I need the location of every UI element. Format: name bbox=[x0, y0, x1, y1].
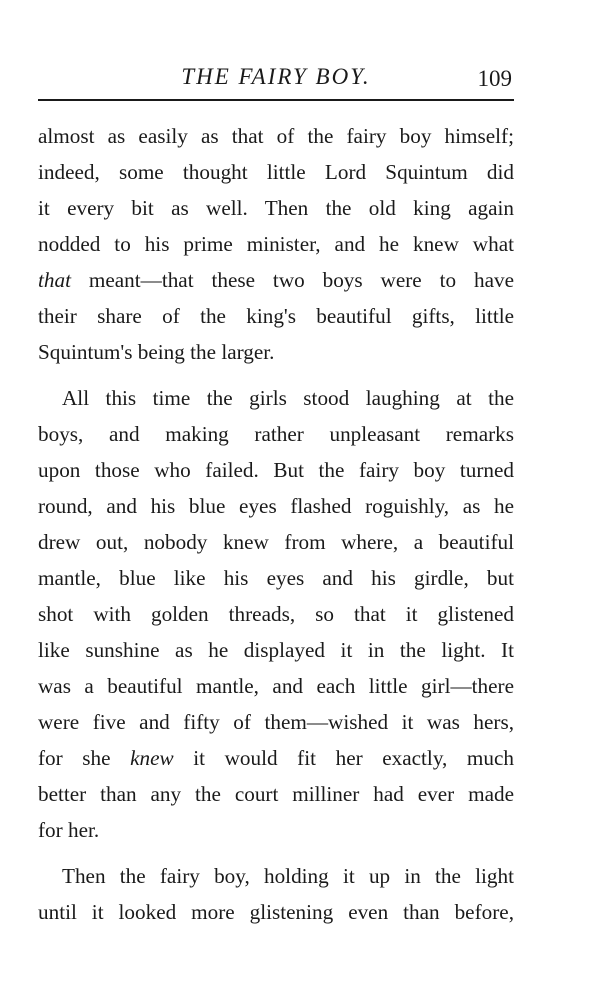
text-line: upon those who failed. But the fairy boy turned bbox=[38, 458, 514, 482]
text-line: round, and his blue eyes flashed roguishly, as he bbox=[38, 494, 514, 518]
text-line: boys, and making rather unpleasant remarks bbox=[38, 422, 514, 446]
text-line: for she knew it would fit her exactly, much bbox=[38, 746, 514, 770]
text-line: their share of the king's beautiful gifts, little bbox=[38, 304, 514, 328]
page-header bbox=[38, 62, 514, 102]
text-line: better than any the court milliner had ever made bbox=[38, 782, 514, 806]
emphasized-word: that bbox=[38, 268, 71, 292]
text-line: almost as easily as that of the fairy boy himself; bbox=[38, 124, 514, 148]
text-line: it every bit as well. Then the old king again bbox=[38, 196, 514, 220]
paragraph-1 bbox=[38, 118, 514, 370]
header-rule bbox=[38, 99, 514, 101]
text-line: All this time the girls stood laughing at the bbox=[62, 386, 514, 410]
text-line: nodded to his prime minister, and he knew what bbox=[38, 232, 514, 256]
paragraph-3 bbox=[38, 858, 514, 930]
text-line: Squintum's being the larger. bbox=[38, 340, 275, 364]
text-line: was a beautiful mantle, and each little girl—there bbox=[38, 674, 514, 698]
text-line: that meant—that these two boys were to have bbox=[38, 268, 514, 292]
text-line: for her. bbox=[38, 818, 100, 842]
text-line: drew out, nobody knew from where, a beautiful bbox=[38, 530, 514, 554]
text-line: until it looked more glistening even than before, bbox=[38, 900, 514, 924]
text-line: were five and fifty of them—wished it was hers, bbox=[38, 710, 514, 734]
paragraph-2 bbox=[38, 380, 514, 848]
running-title: THE FAIRY BOY. bbox=[181, 64, 371, 89]
text-line: mantle, blue like his eyes and his girdle, but bbox=[38, 566, 514, 590]
body-text bbox=[38, 118, 514, 930]
text-line: Then the fairy boy, holding it up in the light bbox=[62, 864, 514, 888]
emphasized-word: knew bbox=[130, 746, 174, 770]
text-line: indeed, some thought little Lord Squintum did bbox=[38, 160, 514, 184]
text-line: like sunshine as he displayed it in the light. It bbox=[38, 638, 514, 662]
text-line: shot with golden threads, so that it glistened bbox=[38, 602, 514, 626]
page-number: 109 bbox=[477, 66, 512, 91]
